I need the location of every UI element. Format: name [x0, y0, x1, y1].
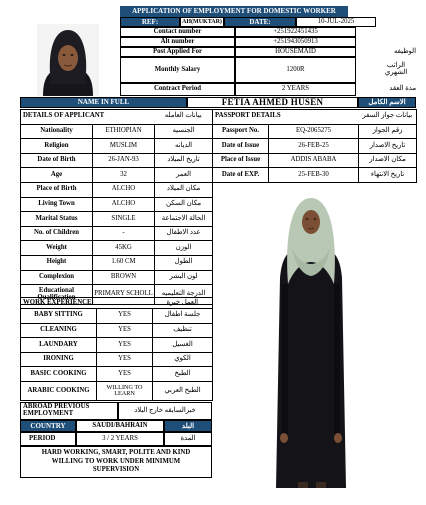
applicant-headshot	[37, 24, 99, 96]
experience-arabic-3: الكوي	[153, 352, 213, 367]
applicant-value-3: 32	[93, 168, 155, 183]
passport-value-0: EQ-2065275	[269, 124, 359, 139]
applicant-arabic-5: مكان السكن	[155, 197, 213, 212]
applicant-label-5: Living Town	[21, 197, 93, 212]
passport-title: PASSPORT DETAILS	[213, 110, 359, 125]
passport-value-3: 25-FEB-30	[269, 168, 359, 183]
experience-value-4: YES	[97, 367, 153, 382]
applicant-label-10: Complexion	[21, 270, 93, 285]
experience-label-1: CLEANING	[21, 323, 97, 338]
applicant-arabic-9: الطول	[155, 255, 213, 270]
footer-note: HARD WORKING, SMART, POLITE AND KIND WILLING TO WORK UNDER MINIMUM SUPERVISION	[20, 446, 212, 478]
experience-value-1: YES	[97, 323, 153, 338]
applicant-value-11: PRIMARY SCHOLL	[93, 285, 155, 305]
applicant-arabic-11: الدرجة التعليميه	[155, 285, 213, 305]
experience-arabic-1: تنظيف	[153, 323, 213, 338]
applicant-table	[20, 109, 212, 305]
contact-label-1: Alt number	[120, 37, 235, 47]
passport-label-1: Date of Issue	[213, 139, 269, 154]
contact-arabic-3: الراتب الشهري	[384, 62, 408, 76]
experience-arabic-0: جلسة اطفال	[153, 309, 213, 324]
applicant-arabic-3: العمر	[155, 168, 213, 183]
form-title: APPLICATION OF EMPLOYMENT FOR DOMESTIC WORKER	[120, 6, 348, 17]
contact-label-4: Contract Period	[120, 83, 235, 96]
date-label: DATE:	[224, 17, 296, 27]
applicant-value-6: SINGLE	[93, 212, 155, 227]
applicant-arabic-1: الديانه	[155, 139, 213, 154]
experience-value-3: YES	[97, 352, 153, 367]
applicant-label-1: Religion	[21, 139, 93, 154]
contact-value-2: HOUSEMAID	[235, 47, 356, 57]
passport-arabic-3: تاريخ الانتهاء	[359, 168, 417, 183]
contact-value-3: 1200R	[235, 57, 356, 83]
applicant-full-body-photo	[270, 188, 352, 493]
applicant-value-7: -	[93, 226, 155, 241]
contact-arabic-4: مدة العقد	[389, 85, 416, 93]
experience-label-2: LAUNDARY	[21, 338, 97, 353]
experience-label-3: IRONING	[21, 352, 97, 367]
passport-label-2: Place of Issue	[213, 153, 269, 168]
applicant-value-4: ALCHO	[93, 182, 155, 197]
contact-value-1: +251943050913	[235, 37, 356, 47]
name-value: FETIA AHMED HUSEN	[187, 97, 358, 108]
experience-label-5: ARABIC COOKING	[21, 381, 97, 400]
applicant-title-ar: بيانات العامله	[155, 110, 213, 125]
experience-label-4: BASIC COOKING	[21, 367, 97, 382]
ref-label: REF:	[120, 17, 180, 27]
experience-label-0: BABY SITTING	[21, 309, 97, 324]
applicant-label-8: Weight	[21, 241, 93, 256]
name-arabic: الاسم الكامل	[358, 97, 416, 108]
applicant-label-11: Educational Qualification	[21, 285, 93, 305]
country-arabic: البلد	[164, 420, 212, 432]
experience-arabic-4: الطبخ	[153, 367, 213, 382]
applicant-arabic-10: لون البشر	[155, 270, 213, 285]
applicant-label-2: Date of Birth	[21, 153, 93, 168]
passport-table	[212, 109, 416, 183]
applicant-arabic-4: مكان الميلاد	[155, 182, 213, 197]
applicant-arabic-0: الجنسيه	[155, 124, 213, 139]
abroad-arabic: خبرالسابقه خارج البلاد	[118, 402, 212, 420]
applicant-value-9: 1.60 CM	[93, 255, 155, 270]
contact-value-0: +251922451435	[235, 27, 356, 37]
passport-arabic-1: تاريخ الاصدار	[359, 139, 417, 154]
applicant-title: DETAILS OF APPLICANT	[21, 110, 155, 125]
applicant-value-10: BROWN	[93, 270, 155, 285]
applicant-value-5: ALCHO	[93, 197, 155, 212]
experience-value-2: YES	[97, 338, 153, 353]
experience-arabic-2: الغسيل	[153, 338, 213, 353]
passport-arabic-2: مكان الاصدار	[359, 153, 417, 168]
contact-label-2: Post Applied For	[120, 47, 235, 57]
experience-value-0: YES	[97, 309, 153, 324]
applicant-value-0: ETHIOPIAN	[93, 124, 155, 139]
applicant-label-6: Marital Status	[21, 212, 93, 227]
experience-value-5: WILLING TO LEARN	[97, 381, 153, 400]
applicant-label-4: Place of Birth	[21, 182, 93, 197]
applicant-arabic-6: الحالة الاجتماعة	[155, 212, 213, 227]
applicant-label-9: Height	[21, 255, 93, 270]
experience-title: WORK EXPERIENCE:	[21, 298, 153, 309]
passport-label-3: Date of EXP.	[213, 168, 269, 183]
applicant-label-3: Age	[21, 168, 93, 183]
name-label: NAME IN FULL	[20, 97, 187, 108]
contact-arabic-2: الوظيفه	[393, 47, 416, 55]
ref-value: AH(MUKTAR)	[180, 17, 224, 27]
experience-table	[20, 297, 212, 401]
passport-label-0: Passport No.	[213, 124, 269, 139]
applicant-arabic-7: عدد الاطفال	[155, 226, 213, 241]
experience-title-ar: العمل خبرة	[153, 298, 213, 309]
passport-arabic-0: رقم الجواز	[359, 124, 417, 139]
passport-value-1: 26-FEB-25	[269, 139, 359, 154]
applicant-label-7: No. of Children	[21, 226, 93, 241]
period-value: 3 / 2 YEARS	[76, 432, 164, 446]
applicant-value-2: 26-JAN-93	[93, 153, 155, 168]
applicant-arabic-2: تاريخ الميلاد	[155, 153, 213, 168]
passport-value-2: ADDIS ABABA	[269, 153, 359, 168]
applicant-label-0: Nationality	[21, 124, 93, 139]
contact-label-0: Contact number	[120, 27, 235, 37]
applicant-value-8: 45KG	[93, 241, 155, 256]
contact-value-4: 2 YEARS	[235, 83, 356, 96]
experience-arabic-5: الطبخ العربي	[153, 381, 213, 400]
applicant-arabic-8: الوزن	[155, 241, 213, 256]
period-label: PERIOD	[20, 432, 76, 446]
abroad-label: ABROAD PREVIOUS EMPLOYMENT	[20, 402, 118, 420]
passport-title-ar: بيانات جواز السفر	[359, 110, 417, 125]
country-value: SAUDI/BAHRAIN	[76, 420, 164, 432]
applicant-value-1: MUSLIM	[93, 139, 155, 154]
date-value: 10-JUL-2025	[296, 17, 376, 27]
period-arabic: المدة	[164, 432, 212, 446]
country-label: COUNTRY	[20, 420, 76, 432]
contact-label-3: Monthly Salary	[120, 57, 235, 83]
